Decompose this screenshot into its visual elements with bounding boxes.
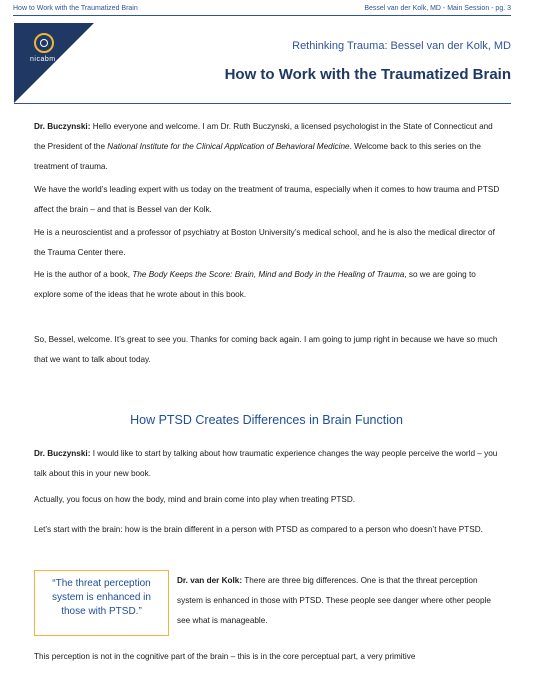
- series-line: Rethinking Trauma: Bessel van der Kolk, MD: [292, 40, 511, 52]
- corner-banner: [14, 23, 94, 103]
- paragraph: Dr. Buczynski: Hello everyone and welcome. I am Dr. Ruth Buczynski, a licensed psychologist in the State of Connecticut and the President of the National Institute for the Clinical Application of Behavioral Medicine. Welcome back to this series on the treatment of trauma.: [34, 122, 493, 171]
- section-heading: How PTSD Creates Differences in Brain Function: [130, 413, 403, 427]
- logo-inner-icon: [40, 39, 48, 47]
- running-header-title: How to Work with the Traumatized Brain: [13, 5, 138, 12]
- paragraph: This perception is not in the cognitive part of the brain – this is in the core perceptual part, a very primitive: [34, 652, 416, 661]
- running-header-page: Bessel van der Kolk, MD - Main Session - pg. 3: [364, 5, 511, 12]
- paragraph: So, Bessel, welcome. It’s great to see you. Thanks for coming back again. I am going to jump right in because we have so much that we want to talk about today.: [34, 335, 498, 364]
- logo-text: nicabm: [30, 56, 56, 63]
- page-title: How to Work with the Traumatized Brain: [224, 66, 511, 83]
- title-rule: [14, 103, 511, 104]
- paragraph: Dr. Buczynski: I would like to start by talking about how traumatic experience changes the way people perceive the world – you talk about this in your new book.: [34, 449, 498, 478]
- header-rule: [13, 15, 511, 16]
- paragraph: We have the world’s leading expert with us today on the treatment of trauma, especially when it comes to how trauma and PTSD affect the brain – and that is Bessel van der Kolk.: [34, 185, 500, 214]
- paragraph: He is a neuroscientist and a professor of psychiatry at Boston University’s medical school, and he is also the medical director of the Trauma Center there.: [34, 228, 495, 257]
- paragraph: He is the author of a book, The Body Keeps the Score: Brain, Mind and Body in the Healing of Trauma, so we are going to explore some of the ideas that he wrote about in this book.: [34, 270, 476, 299]
- paragraph: Actually, you focus on how the body, mind and brain come into play when treating PTSD.: [34, 495, 356, 504]
- paragraph: Let’s start with the brain: how is the brain different in a person with PTSD as compared to a person who doesn’t have PTSD.: [34, 525, 483, 534]
- pull-quote: “The threat perception system is enhanced in those with PTSD.”: [34, 570, 169, 636]
- paragraph: Dr. van der Kolk: There are three big differences. One is that the threat perception system is enhanced in those with PTSD. These people see danger where other people see what is manageable.: [177, 576, 491, 625]
